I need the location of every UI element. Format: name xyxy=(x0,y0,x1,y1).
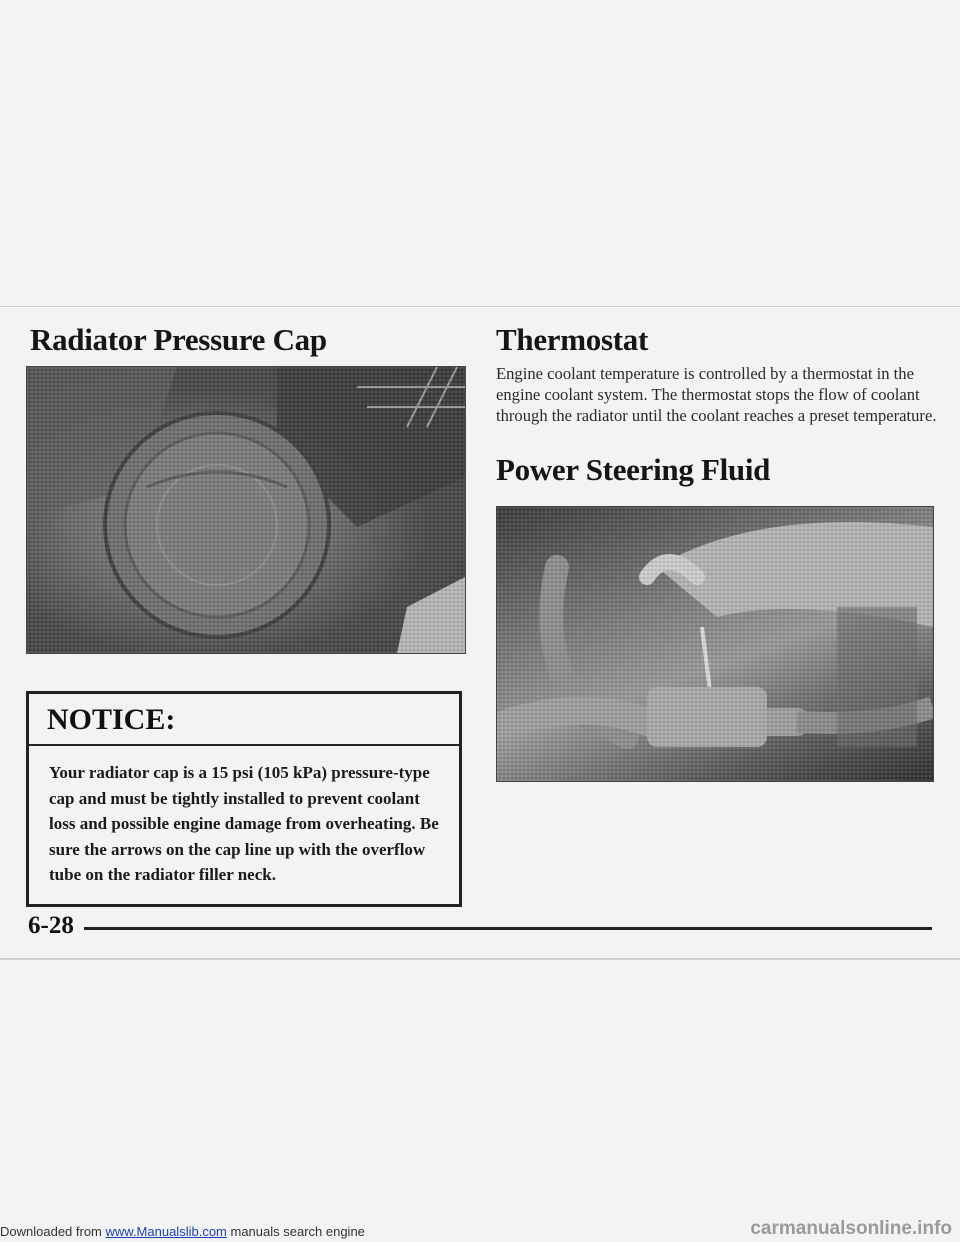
page-number: 6-28 xyxy=(28,912,74,939)
thermostat-heading: Thermostat xyxy=(496,322,648,357)
radiator-cap-photo xyxy=(26,366,466,654)
power-steering-heading: Power Steering Fluid xyxy=(496,452,771,487)
notice-title: NOTICE: xyxy=(29,694,459,746)
manualslib-link[interactable]: www.Manualslib.com xyxy=(105,1224,227,1239)
download-footer xyxy=(0,1224,365,1239)
watermark: carmanualsonline.info xyxy=(750,1218,952,1239)
radiator-cap-heading: Radiator Pressure Cap xyxy=(30,322,327,357)
footer-prefix: Downloaded from xyxy=(0,1224,106,1239)
power-steering-photo xyxy=(496,506,934,782)
notice-box xyxy=(26,691,462,907)
bottom-divider xyxy=(0,958,960,960)
top-divider xyxy=(0,306,960,307)
thermostat-paragraph: Engine coolant temperature is controlled by a thermostat in the engine coolant system. The thermostat stops the flow of coolant through the radiator until the coolant reaches a preset temperature. xyxy=(496,364,937,425)
notice-text: Your radiator cap is a 15 psi (105 kPa) pressure-type cap and must be tightly installed to prevent coolant loss and possible engine damage from overheating. Be sure the arrows on the cap line up with the overflow tube on the radiator filler neck. xyxy=(49,763,439,884)
page-number-rule xyxy=(84,927,932,930)
footer-suffix: manuals search engine xyxy=(226,1224,365,1239)
